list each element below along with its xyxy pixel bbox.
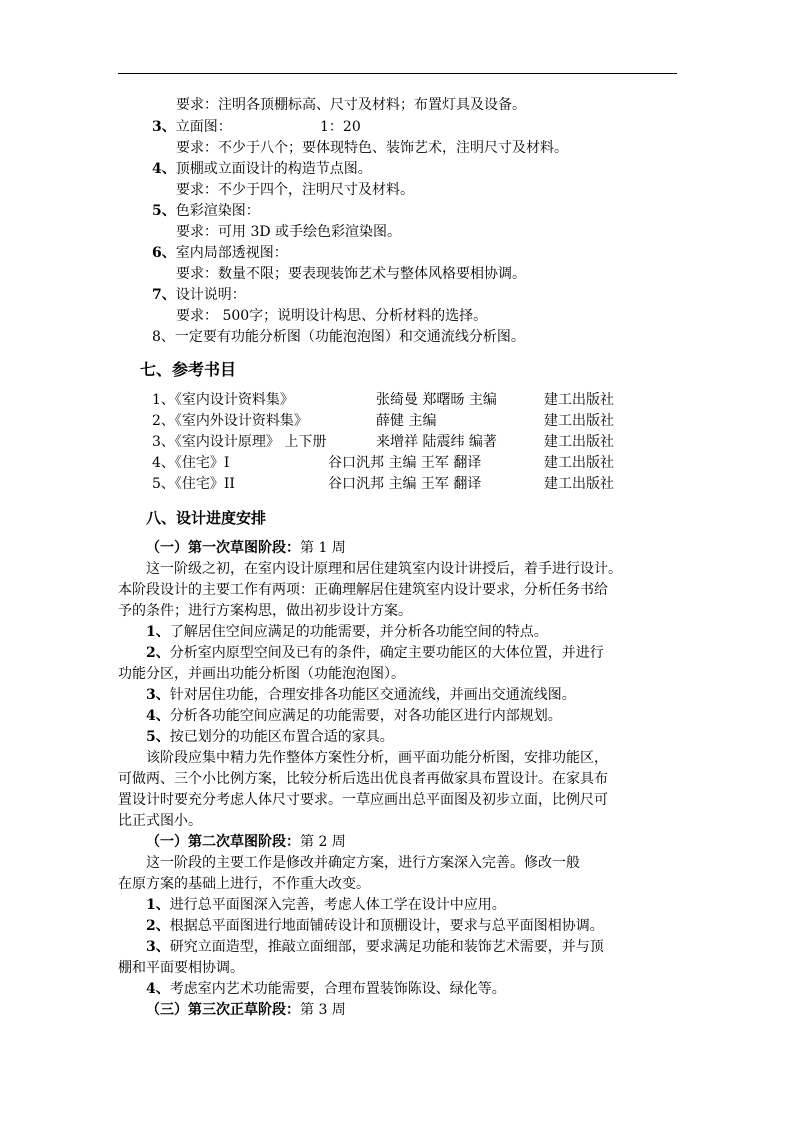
requirement-text: 要求：不少于四个，注明尺寸及材料。 — [176, 182, 414, 198]
paragraph-line: 可做两、三个小比例方案，比较分析后选出优良者再做家具布置设计。在家具布 — [118, 771, 608, 787]
book-publisher: 建工出版社 — [544, 434, 614, 450]
elevation-scale: 1：20 — [320, 119, 361, 135]
paragraph-line: 该阶段应集中精力先作整体方案性分析，画平面功能分析图，安排功能区， — [146, 750, 608, 766]
list-item-rendering: 5、色彩渲染图： — [152, 203, 260, 219]
list-item: 棚和平面要相协调。 — [118, 960, 244, 976]
book-author: 谷口汎邦 主编 王军 翻译 — [328, 455, 482, 471]
stage3-heading: （三）第三次正草阶段：第 3 周 — [146, 1002, 346, 1018]
paragraph-line: 这一阶段的主要工作是修改并确定方案，进行方案深入完善。修改一般 — [146, 855, 580, 871]
list-item: 3、针对居住功能，合理安排各功能区交通流线，并画出交通流线图。 — [146, 687, 576, 703]
section-heading-references: 七、参考书目 — [140, 360, 237, 379]
book-title: 4、《住宅》I — [152, 455, 230, 471]
list-item-node-drawing: 4、顶棚或立面设计的构造节点图。 — [152, 161, 372, 177]
stage1-heading: （一）第一次草图阶段：第 1 周 — [146, 540, 346, 556]
list-item: 5、按已划分的功能区布置合适的家具。 — [146, 729, 394, 745]
book-title: 2、《室内外设计资料集》 — [152, 413, 308, 429]
list-item-analysis: 8、一定要有功能分析图（功能泡泡图）和交通流线分析图。 — [152, 329, 525, 345]
paragraph-line: 置设计时要充分考虑人体尺寸要求。一草应画出总平面图及初步立面，比例尺可 — [118, 792, 608, 808]
list-item: 4、分析各功能空间应满足的功能需要，对各功能区进行内部规划。 — [146, 708, 562, 724]
list-item: 4、考虑室内艺术功能需要，合理布置装饰陈设、绿化等。 — [146, 981, 506, 997]
book-author: 薛健 主编 — [376, 413, 437, 429]
paragraph-line: 在原方案的基础上进行，不作重大改变。 — [118, 876, 370, 892]
paragraph-line: 本阶段设计的主要工作有两项：正确理解居住建筑室内设计要求，分析任务书给 — [118, 582, 608, 598]
list-item: 1、了解居住空间应满足的功能需要，并分析各功能空间的特点。 — [146, 624, 548, 640]
header-rule — [118, 73, 677, 74]
book-publisher: 建工出版社 — [544, 392, 614, 408]
book-publisher: 建工出版社 — [544, 476, 614, 492]
list-item: 2、分析室内原型空间及已有的条件，确定主要功能区的大体位置，并进行 — [146, 645, 604, 661]
requirement-text: 要求：可用 3D 或手绘色彩渲染图。 — [176, 224, 402, 240]
book-author: 张绮曼 郑曙旸 主编 — [376, 392, 497, 408]
requirement-text: 要求： 500字；说明设计构思、分析材料的选择。 — [176, 308, 488, 324]
book-publisher: 建工出版社 — [544, 413, 614, 429]
list-item-description: 7、设计说明： — [152, 287, 246, 303]
requirement-text: 要求：注明各顶棚标高、尺寸及材料；布置灯具及设备。 — [176, 97, 526, 113]
list-item-perspective: 6、室内局部透视图： — [152, 245, 288, 261]
book-author: 来增祥 陆震纬 编著 — [376, 434, 497, 450]
book-title: 3、《室内设计原理》 上下册 — [152, 434, 327, 450]
list-item: 1、进行总平面图深入完善，考虑人体工学在设计中应用。 — [146, 897, 506, 913]
paragraph-line: 比正式图小。 — [118, 813, 202, 829]
paragraph-line: 予的条件；进行方案构思，做出初步设计方案。 — [118, 603, 412, 619]
book-title: 5、《住宅》II — [152, 476, 235, 492]
list-item: 3、研究立面造型，推敲立面细部，要求满足功能和装饰艺术需要，并与顶 — [146, 939, 604, 955]
section-heading-schedule: 八、设计进度安排 — [146, 509, 267, 527]
list-item: 功能分区，并画出功能分析图（功能泡泡图）。 — [118, 666, 405, 682]
book-title: 1、《室内设计资料集》 — [152, 392, 294, 408]
book-publisher: 建工出版社 — [544, 455, 614, 471]
stage2-heading: （一）第二次草图阶段：第 2 周 — [146, 834, 346, 850]
requirement-text: 要求：数量不限；要表现装饰艺术与整体风格要相协调。 — [176, 266, 526, 282]
book-author: 谷口汎邦 主编 王军 翻译 — [328, 476, 482, 492]
paragraph-line: 这一阶级之初，在室内设计原理和居住建筑室内设计讲授后，着手进行设计。 — [146, 561, 622, 577]
requirement-text: 要求：不少于八个；要体现特色、装饰艺术，注明尺寸及材料。 — [176, 140, 568, 156]
list-item-elevation: 3、立面图： — [152, 119, 232, 135]
list-item: 2、根据总平面图进行地面铺砖设计和顶棚设计，要求与总平面图相协调。 — [146, 918, 604, 934]
